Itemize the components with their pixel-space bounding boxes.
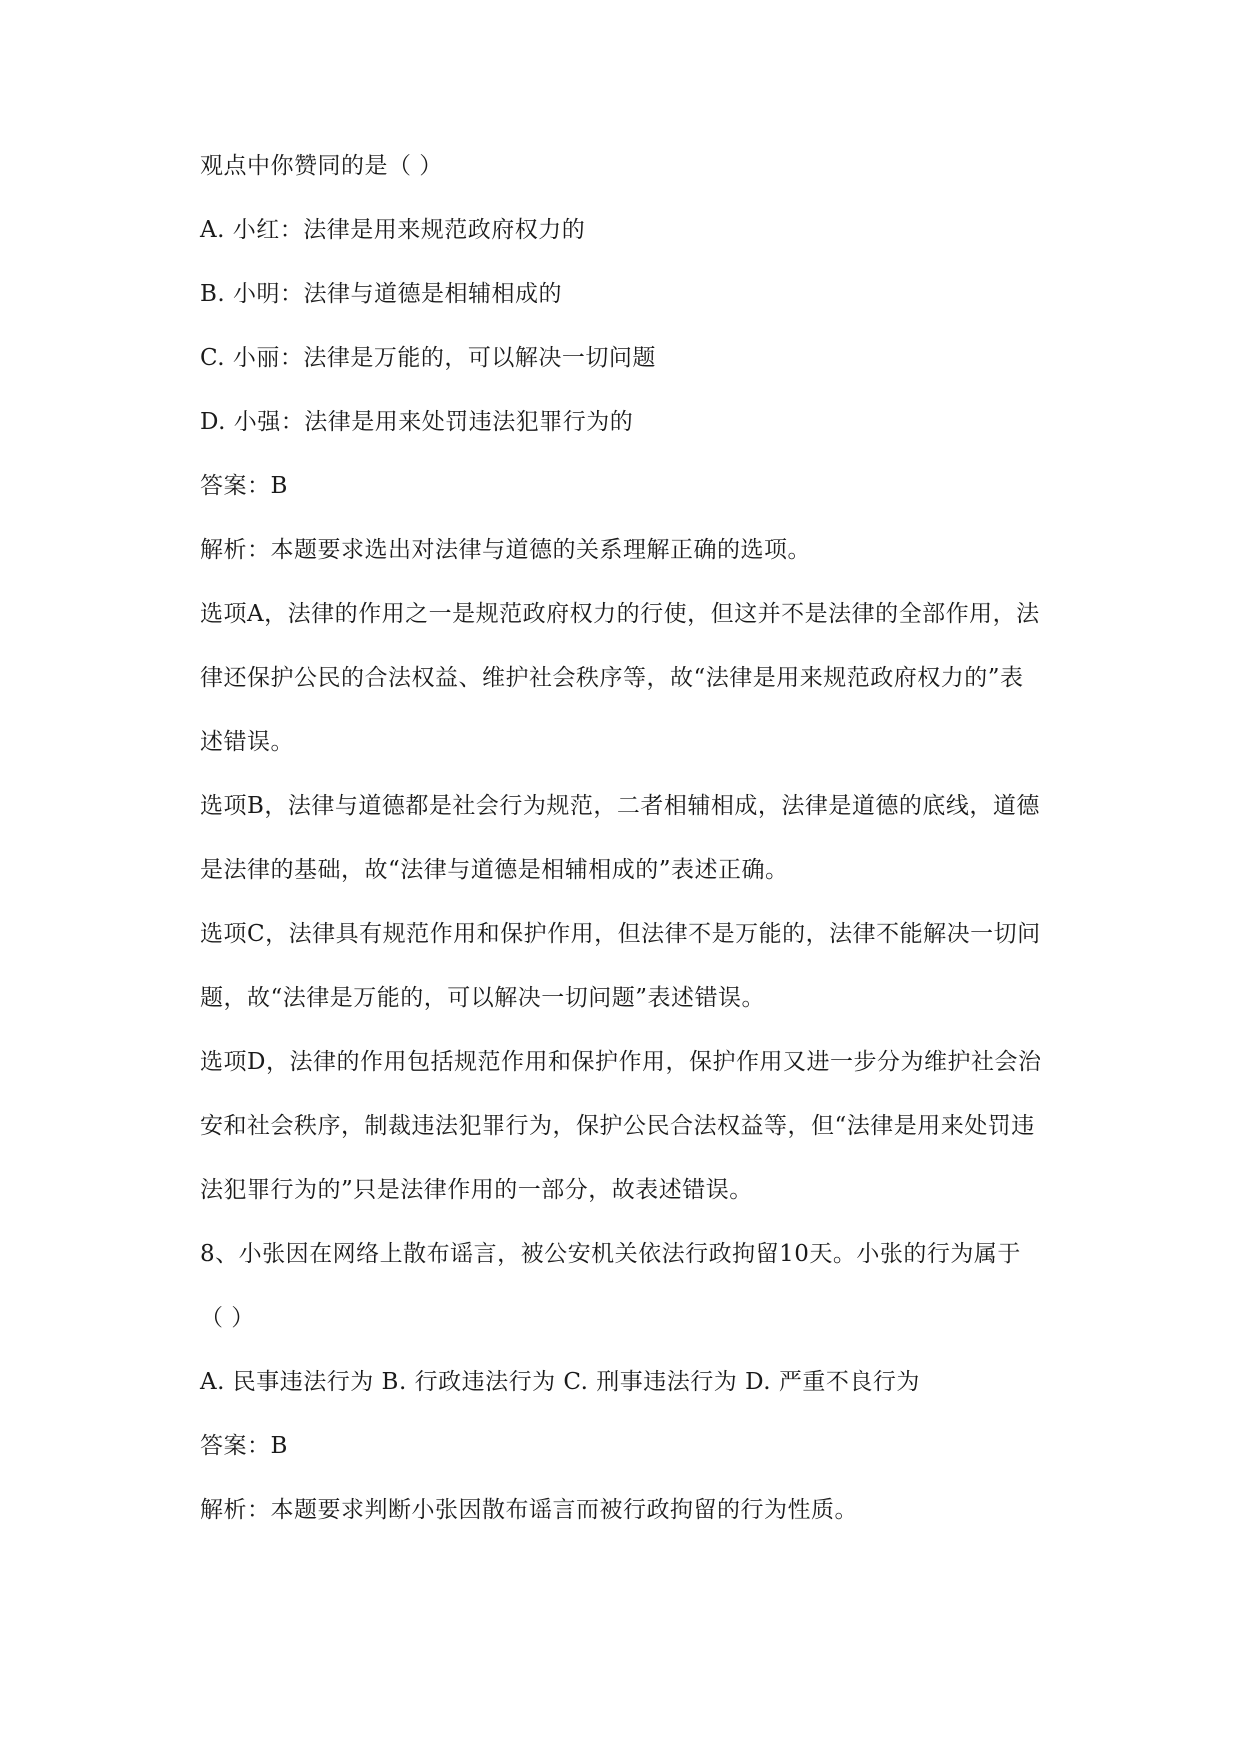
option-a: A. 小红：法律是用来规范政府权力的 (200, 217, 586, 243)
analysis-intro: 解析：本题要求选出对法律与道德的关系理解正确的选项。 (200, 537, 811, 563)
analysis-c-line-2: 题，故“法律是万能的，可以解决一切问题”表述错误。 (200, 985, 766, 1011)
analysis-c-line-1: 选项C，法律具有规范作用和保护作用，但法律不是万能的，法律不能解决一切问 (200, 921, 1041, 947)
question-8-blank: （ ） (200, 1305, 255, 1331)
option-d: D. 小强：法律是用来处罚违法犯罪行为的 (200, 409, 634, 435)
question-8-answer: 答案：B (200, 1433, 288, 1459)
analysis-a-line-1: 选项A，法律的作用之一是规范政府权力的行使，但这并不是法律的全部作用，法 (200, 601, 1040, 627)
analysis-d-line-3: 法犯罪行为的”只是法律作用的一部分，故表述错误。 (200, 1177, 753, 1203)
question-stem-end: 观点中你赞同的是（ ） (200, 153, 443, 179)
option-b: B. 小明：法律与道德是相辅相成的 (200, 281, 563, 307)
question-8-stem: 8、小张因在网络上散布谣言，被公安机关依法行政拘留10天。小张的行为属于 (200, 1241, 1021, 1267)
analysis-a-line-2: 律还保护公民的合法权益、维护社会秩序等，故“法律是用来规范政府权力的”表 (200, 665, 1024, 691)
answer-line: 答案：B (200, 473, 288, 499)
analysis-d-line-2: 安和社会秩序，制裁违法犯罪行为，保护公民合法权益等，但“法律是用来处罚违 (200, 1113, 1035, 1139)
analysis-a-line-3: 述错误。 (200, 729, 294, 755)
analysis-b-line-1: 选项B，法律与道德都是社会行为规范，二者相辅相成，法律是道德的底线，道德 (200, 793, 1040, 819)
question-8-analysis: 解析：本题要求判断小张因散布谣言而被行政拘留的行为性质。 (200, 1497, 858, 1523)
analysis-b-line-2: 是法律的基础，故“法律与道德是相辅相成的”表述正确。 (200, 857, 789, 883)
option-c: C. 小丽：法律是万能的，可以解决一切问题 (200, 345, 656, 371)
question-8-options: A. 民事违法行为 B. 行政违法行为 C. 刑事违法行为 D. 严重不良行为 (200, 1369, 920, 1395)
analysis-d-line-1: 选项D，法律的作用包括规范作用和保护作用，保护作用又进一步分为维护社会治 (200, 1049, 1042, 1075)
